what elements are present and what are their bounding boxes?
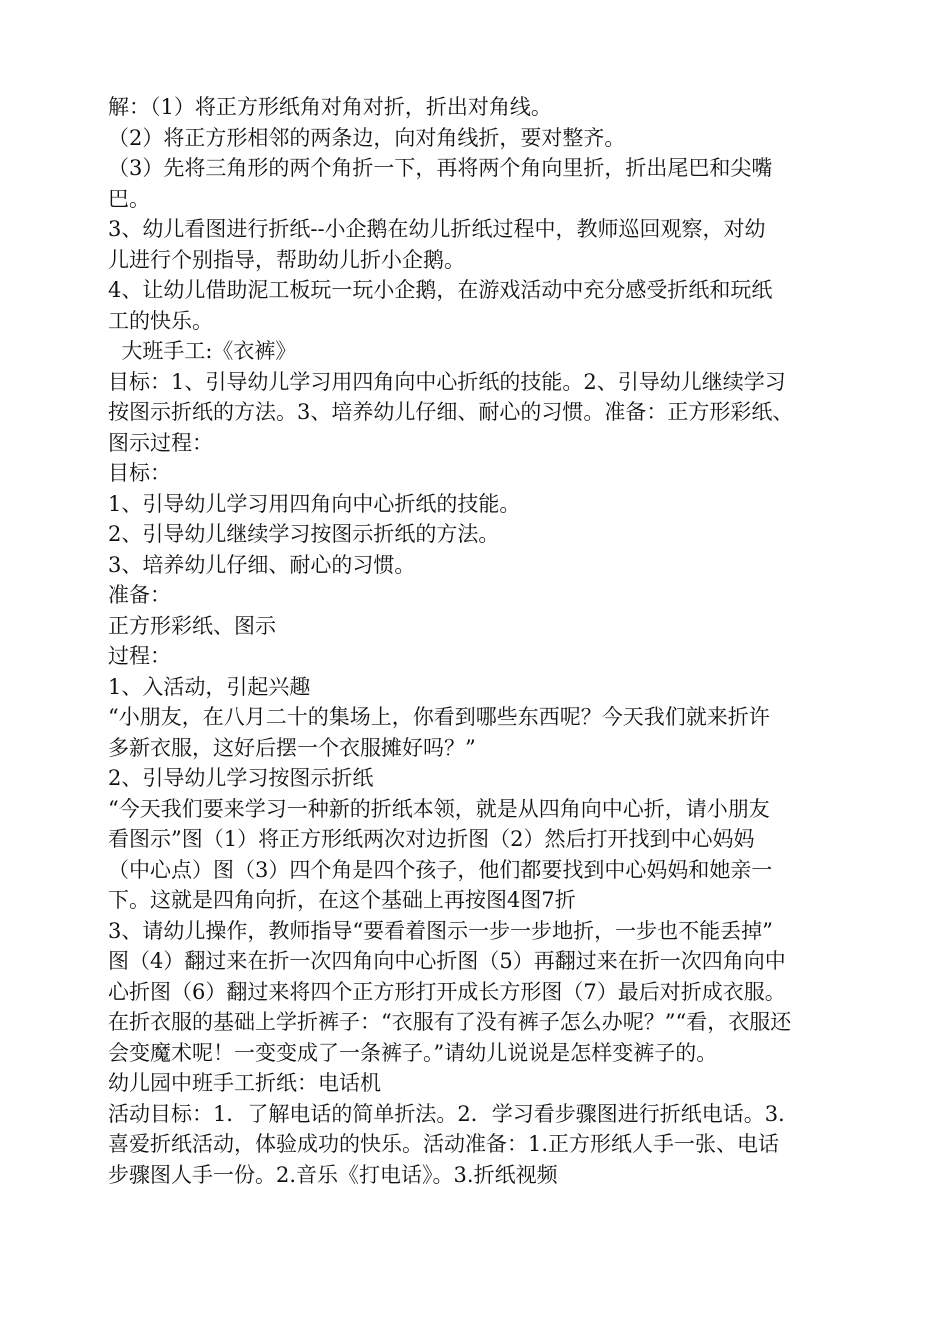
text-line: 3、幼儿看图进行折纸--小企鹅在幼儿折纸过程中，教师巡回观察，对幼 [108, 217, 766, 241]
text-line: 2、引导幼儿学习按图示折纸 [108, 766, 374, 790]
text-line: 下。这就是四角向折，在这个基础上再按图4图7折 [108, 888, 576, 912]
section-heading: 大班手工:《衣裤》 [108, 339, 297, 363]
text-line: “今天我们要来学习一种新的折纸本领，就是从四角向中心折，请小朋友 [108, 796, 770, 821]
text-line: 喜爱折纸活动，体验成功的快乐。活动准备：1.正方形纸人手一张、电话 [108, 1132, 780, 1156]
text-line: 准备： [108, 583, 171, 607]
text-line: 多新衣服，这好后摆一个衣服摊好吗？” [108, 735, 476, 760]
document-body [108, 92, 868, 1190]
text-line: 过程： [108, 644, 171, 668]
text-line: 儿进行个别指导，帮助幼儿折小企鹅。 [108, 247, 465, 272]
text-line: 按图示折纸的方法。3、培养幼儿仔细、耐心的习惯。准备：正方形彩纸、 [108, 400, 794, 424]
text-line: 看图示”图（1）将正方形纸两次对边折图（2）然后打开找到中心妈妈 [108, 827, 755, 851]
text-line: 活动目标：1．了解电话的简单折法。2．学习看步骤图进行折纸电话。3． [108, 1101, 800, 1126]
text-line: 工的快乐。 [108, 308, 213, 333]
text-line: 4、让幼儿借助泥工板玩一玩小企鹅，在游戏活动中充分感受折纸和玩纸 [108, 278, 773, 302]
text-line: 在折衣服的基础上学折裤子：“衣服有了没有裤子怎么办呢？”“看，衣服还 [108, 1010, 792, 1034]
text-line: “小朋友，在八月二十的集场上，你看到哪些东西呢？今天我们就来折许 [108, 705, 770, 729]
text-line: 巴。 [108, 186, 150, 211]
text-line: （中心点）图（3）四个角是四个孩子，他们都要找到中心妈妈和她亲一 [108, 857, 773, 882]
text-line: （3）先将三角形的两个角折一下，再将两个角向里折，折出尾巴和尖嘴 [108, 156, 773, 180]
text-line: 心折图（6）翻过来将四个正方形打开成长方形图（7）最后对折成衣服。 [108, 979, 786, 1004]
text-line: 图示过程： [108, 430, 213, 455]
text-line: 3、请幼儿操作，教师指导“要看着图示一步一步地折，一步也不能丢掉” [108, 918, 773, 943]
text-line: 正方形彩纸、图示 [108, 613, 276, 638]
text-line: 解：（1）将正方形纸角对角对折，折出对角线。 [108, 95, 552, 119]
text-line: 3、培养幼儿仔细、耐心的习惯。 [108, 552, 416, 577]
text-line: 2、引导幼儿继续学习按图示折纸的方法。 [108, 522, 500, 546]
text-line: 1、入活动，引起兴趣 [108, 674, 311, 699]
text-line: 步骤图人手一份。2.音乐《打电话》。3.折纸视频 [108, 1162, 558, 1187]
text-line: （2）将正方形相邻的两条边，向对角线折，要对整齐。 [108, 125, 626, 150]
text-line: 图（4）翻过来在折一次四角向中心折图（5）再翻过来在折一次四角向中 [108, 949, 786, 973]
text-line: 1、引导幼儿学习用四角向中心折纸的技能。 [108, 491, 521, 516]
text-line: 会变魔术呢！一变变成了一条裤子。”请幼儿说说是怎样变裤子的。 [108, 1040, 718, 1065]
section-heading: 幼儿园中班手工折纸：电话机 [108, 1071, 381, 1095]
text-line: 目标： [108, 461, 171, 485]
text-line: 目标：1、引导幼儿学习用四角向中心折纸的技能。2、引导幼儿继续学习 [108, 369, 786, 394]
